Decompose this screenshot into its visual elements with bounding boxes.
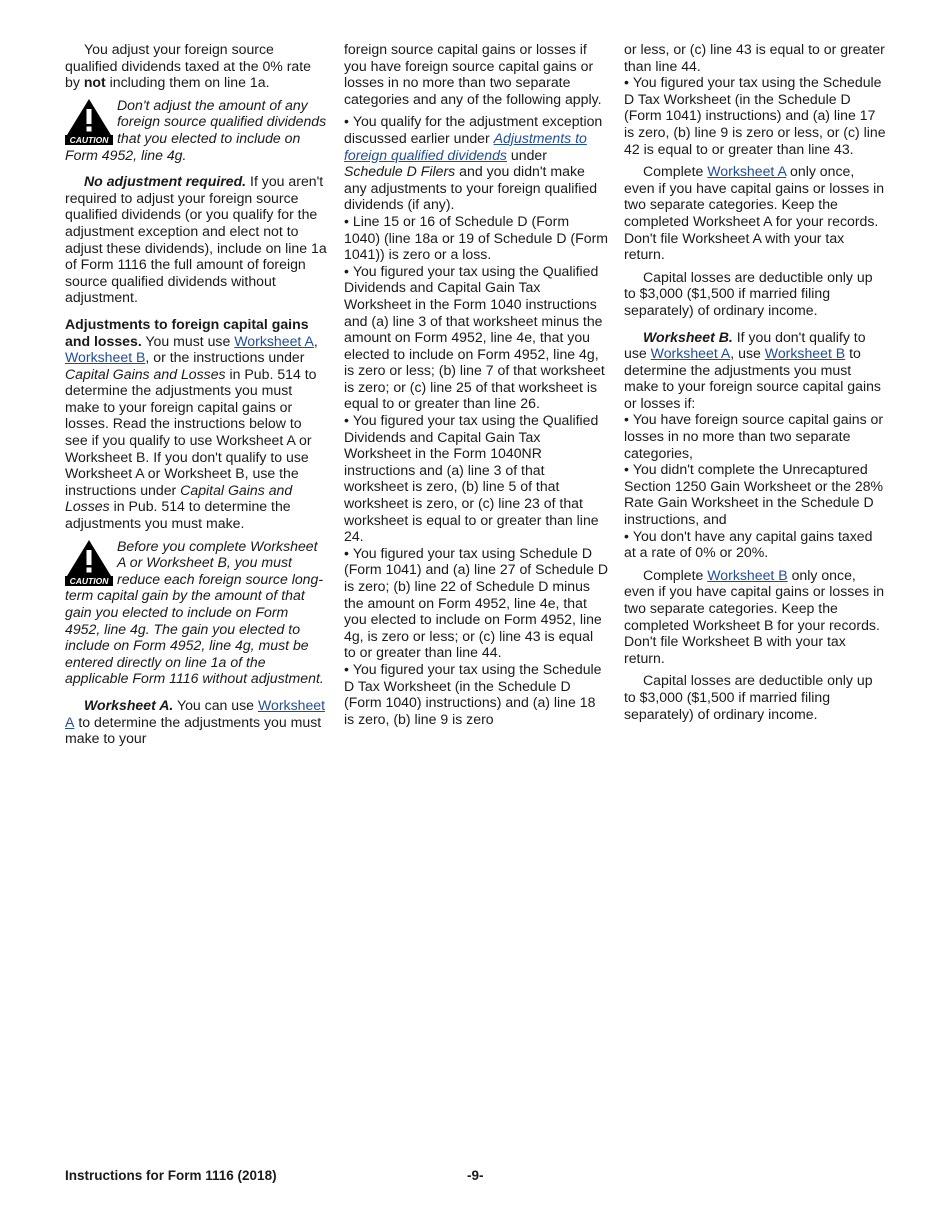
paragraph-capital-losses: Capital losses are deductible only up to $3,000 ($1,500 if married filing separately) of ordinary income.	[624, 268, 873, 318]
caution-note-2	[65, 538, 327, 687]
paragraph-complete-b: Complete Worksheet B only once, even if you have capital gains or losses in two separate categories. Keep the completed Worksheet B for your records. Don't file Worksheet B with your tax return.	[624, 566, 885, 666]
page-footer	[65, 1168, 888, 1183]
list-item: • You figured your tax using the Schedule D Tax Worksheet (in the Schedule D (Form 1041) instructions) and (a) line 17 is zero, (b) line 9 is zero or less, or (c) line 42 is equal to or greater than line 43.	[624, 74, 888, 157]
paragraph-zero-rate: You adjust your foreign source qualified dividends taxed at the 0% rate by not including them on line 1a.	[65, 41, 312, 91]
list-item: • You don't have any capital gains taxed at a rate of 0% or 20%.	[624, 528, 888, 561]
link-adjustments-foreign-dividends[interactable]: Adjustments to foreign qualified dividends	[344, 129, 587, 163]
svg-text:CAUTION: CAUTION	[69, 575, 109, 586]
column-2	[344, 41, 608, 727]
caution-text-2: Before you complete Worksheet A or Worksheet B, you must reduce each foreign source long-term capital gain by the amount of that gain you elected to include on Form 4952, line 4g. The gain you elected to include on Form 4952, line 4g, must be entered directly on line 1a of the applicable Form 1116 without adjustment.	[65, 537, 324, 687]
link-worksheet-a[interactable]: Worksheet A	[234, 332, 314, 349]
list-item: • You figured your tax using the Schedule D Tax Worksheet (in the Schedule D (Form 1040) instructions) and (a) line 18 is zero, (b) line 9 is zero	[344, 661, 608, 727]
list-item: • You have foreign source capital gains or losses in no more than two separate categories,	[624, 411, 888, 461]
column-3	[624, 41, 888, 728]
link-worksheet-a[interactable]: Worksheet A	[650, 345, 731, 362]
link-worksheet-a[interactable]: Worksheet A	[707, 163, 787, 180]
list-item: • You didn't complete the Unrecaptured Section 1250 Gain Worksheet or the 28% Rate Gain Worksheet in the Schedule D instructions, and	[624, 461, 888, 527]
column-1	[65, 41, 327, 753]
list-item: • You figured your tax using Schedule D (Form 1041) and (a) line 27 of Schedule D is zero; (b) line 22 of Schedule D minus the amount on Form 4952, line 4e, that you elected to include on Form 4952, line 4g, is zero or less; or (c) line 43 is equal to or greater than line 44.	[344, 545, 608, 661]
link-worksheet-b[interactable]: Worksheet B	[707, 566, 788, 583]
caution-note-1	[65, 97, 327, 163]
paragraph-complete-a: Complete Worksheet A only once, even if you have capital gains or losses in two separate categories. Keep the completed Worksheet A for your records. Don't file Worksheet A with your tax return.	[624, 163, 885, 263]
paragraph-capital-gains: Adjustments to foreign capital gains and losses. You must use Worksheet A, Worksheet B, or the instructions under Capital Gains and Losses in Pub. 514 to determine the adjustments you must make to your foreign capital gains or losses. Read the instructions below to see if you qualify to use Worksheet A or Worksheet B. If you don't qualify to use Worksheet A or Worksheet B, use the instructions under Capital Gains and Losses in Pub. 514 to determine the adjustments you must make.	[65, 315, 318, 532]
paragraph-continued: or less, or (c) line 43 is equal to or greater than line 44.	[624, 41, 885, 74]
caution-text-1: Don't adjust the amount of any foreign source qualified dividends that you elected to include on Form 4952, line 4g.	[65, 96, 327, 163]
link-worksheet-b[interactable]: Worksheet B	[65, 349, 146, 366]
svg-text:CAUTION: CAUTION	[69, 134, 109, 145]
list-item: • You qualify for the adjustment exception discussed earlier under Adjustments to foreign qualified dividends under Schedule D Filers and you didn't make any adjustments to your foreign qualified dividends (if any).	[344, 113, 608, 213]
paragraph-no-adjustment: No adjustment required. If you aren't required to adjust your foreign source qualified dividends (or you qualify for the adjustment exception and elect not to adjust these dividends), include on line 1a of Form 1116 the full amount of foreign source qualified dividends without adjustment.	[65, 173, 327, 306]
paragraph-continued: foreign source capital gains or losses if you have foreign source capital gains or losses in no more than two separate categories and any of the following apply.	[344, 41, 602, 107]
page-number: -9-	[467, 1168, 484, 1183]
caution-icon	[65, 97, 113, 145]
list-item: • You figured your tax using the Qualified Dividends and Capital Gain Tax Worksheet in the Form 1040NR instructions and (a) line 3 of that worksheet is zero, (b) line 5 of that worksheet is zero, or (c) line 23 of that worksheet is equal to or greater than line 24.	[344, 412, 608, 545]
paragraph-capital-losses: Capital losses are deductible only up to $3,000 ($1,500 if married filing separately) of ordinary income.	[624, 672, 873, 722]
paragraph-worksheet-b: Worksheet B. If you don't qualify to use Worksheet A, use Worksheet B to determine the adjustments you must make to your foreign source capital gains or losses if:	[624, 328, 881, 411]
link-worksheet-b[interactable]: Worksheet B	[764, 345, 846, 362]
caution-icon	[65, 538, 113, 586]
list-item: • You figured your tax using the Qualified Dividends and Capital Gain Tax Worksheet in the Form 1040 instructions and (a) line 3 of that worksheet minus the amount on Form 4952, line 4e, that you elected to include on Form 4952, line 4g, is zero or less; (b) line 7 of that worksheet is zero; or (c) line 25 of that worksheet is equal to or greater than line 26.	[344, 263, 608, 412]
section-heading-capital-gains: Adjustments to foreign capital gains and losses.	[65, 315, 309, 349]
link-worksheet-a[interactable]: Worksheet A	[65, 696, 326, 730]
footer-title: Instructions for Form 1116 (2018)	[65, 1168, 277, 1183]
paragraph-worksheet-a: Worksheet A. You can use Worksheet A to determine the adjustments you must make to your	[65, 696, 326, 747]
list-item: • Line 15 or 16 of Schedule D (Form 1040) (line 18a or 19 of Schedule D (Form 1041)) is zero or a loss.	[344, 213, 608, 263]
